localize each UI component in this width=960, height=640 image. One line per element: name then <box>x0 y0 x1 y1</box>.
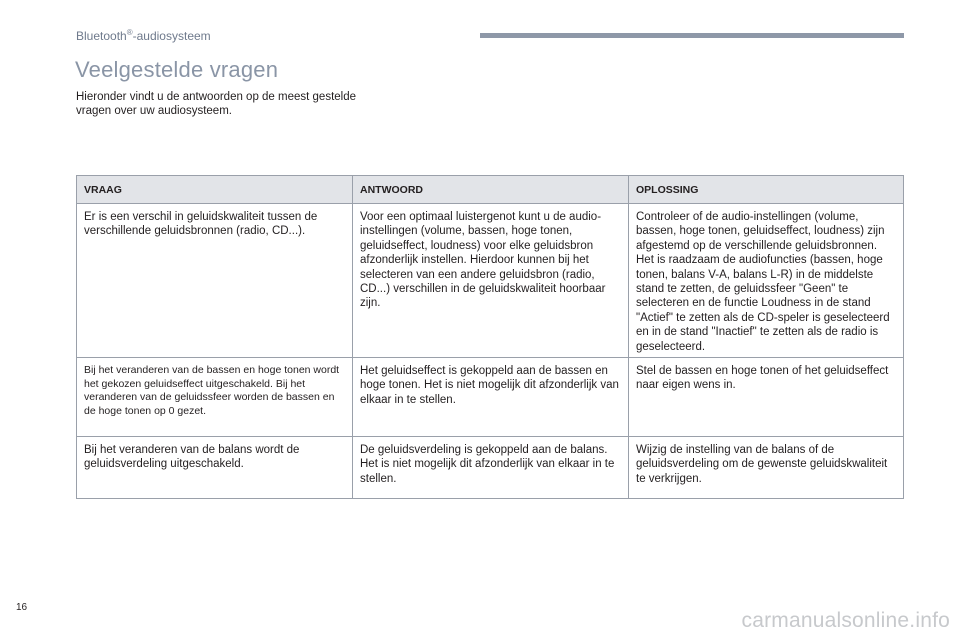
cell-antwoord: Voor een optimaal luistergenot kunt u de audio-instellingen (volume, bassen, hoge tonen, geluidseffect, loudness) voor elke geluidsbron afzonderlijk instellen. Hierdoor kunnen bij het selecteren van een andere geluidsbron (radio, CD...) verschillen in de geluidskwaliteit hoorbaar zijn. <box>353 204 629 358</box>
column-header-antwoord: ANTWOORD <box>353 176 629 204</box>
registered-mark: ® <box>126 28 133 37</box>
table-row <box>77 437 904 499</box>
table-header-row <box>77 176 904 204</box>
cell-oplossing: Controleer of de audio-instellingen (volume, bassen, hoge tonen, geluidseffect, loudness) zijn afgestemd op de verschillende geluidsbronnen. Het is raadzaam de audiofuncties (bassen, hoge tonen, balans V-A, balans L-R) in de middelste stand te zetten, de geluidssfeer "Geen" te selecteren en de functie Loudness in de stand "Actief" te zetten als de CD-speler is geselecteerd en in de stand "Inactief" te zetten als de radio is geselecteerd. <box>629 204 904 358</box>
cell-antwoord: De geluidsverdeling is gekoppeld aan de balans. Het is niet mogelijk dit afzonderlijk van elkaar in te stellen. <box>353 437 629 499</box>
faq-table <box>76 175 904 499</box>
cell-antwoord: Het geluidseffect is gekoppeld aan de bassen en hoge tonen. Het is niet mogelijk dit afzonderlijk van elkaar in te stellen. <box>353 358 629 437</box>
section-header <box>76 28 211 43</box>
table-row <box>77 204 904 358</box>
cell-vraag: Bij het veranderen van de balans wordt de geluidsverdeling uitgeschakeld. <box>77 437 353 499</box>
section-header-suffix: -audiosysteem <box>132 29 211 43</box>
column-header-vraag: VRAAG <box>77 176 353 204</box>
watermark: carmanualsonline.info <box>741 609 950 632</box>
page-title: Veelgestelde vragen <box>75 57 279 82</box>
column-header-oplossing: OPLOSSING <box>629 176 904 204</box>
cell-vraag: Bij het veranderen van de bassen en hoge tonen wordt het gekozen geluidseffect uitgeschakeld. Bij het veranderen van de geluidssfeer worden de bassen en de hoge tonen op 0 gezet. <box>77 358 353 437</box>
page-number: 16 <box>16 602 28 613</box>
table-row <box>77 358 904 437</box>
header-bar <box>480 33 904 38</box>
cell-oplossing: Wijzig de instelling van de balans of de geluidsverdeling om de gewenste geluidskwaliteit te verkrijgen. <box>629 437 904 499</box>
section-header-prefix: Bluetooth <box>76 29 127 43</box>
intro-text: Hieronder vindt u de antwoorden op de meest gestelde vragen over uw audiosysteem. <box>76 91 357 117</box>
cell-vraag: Er is een verschil in geluidskwaliteit tussen de verschillende geluidsbronnen (radio, CD...). <box>77 204 353 358</box>
cell-oplossing: Stel de bassen en hoge tonen of het geluidseffect naar eigen wens in. <box>629 358 904 437</box>
